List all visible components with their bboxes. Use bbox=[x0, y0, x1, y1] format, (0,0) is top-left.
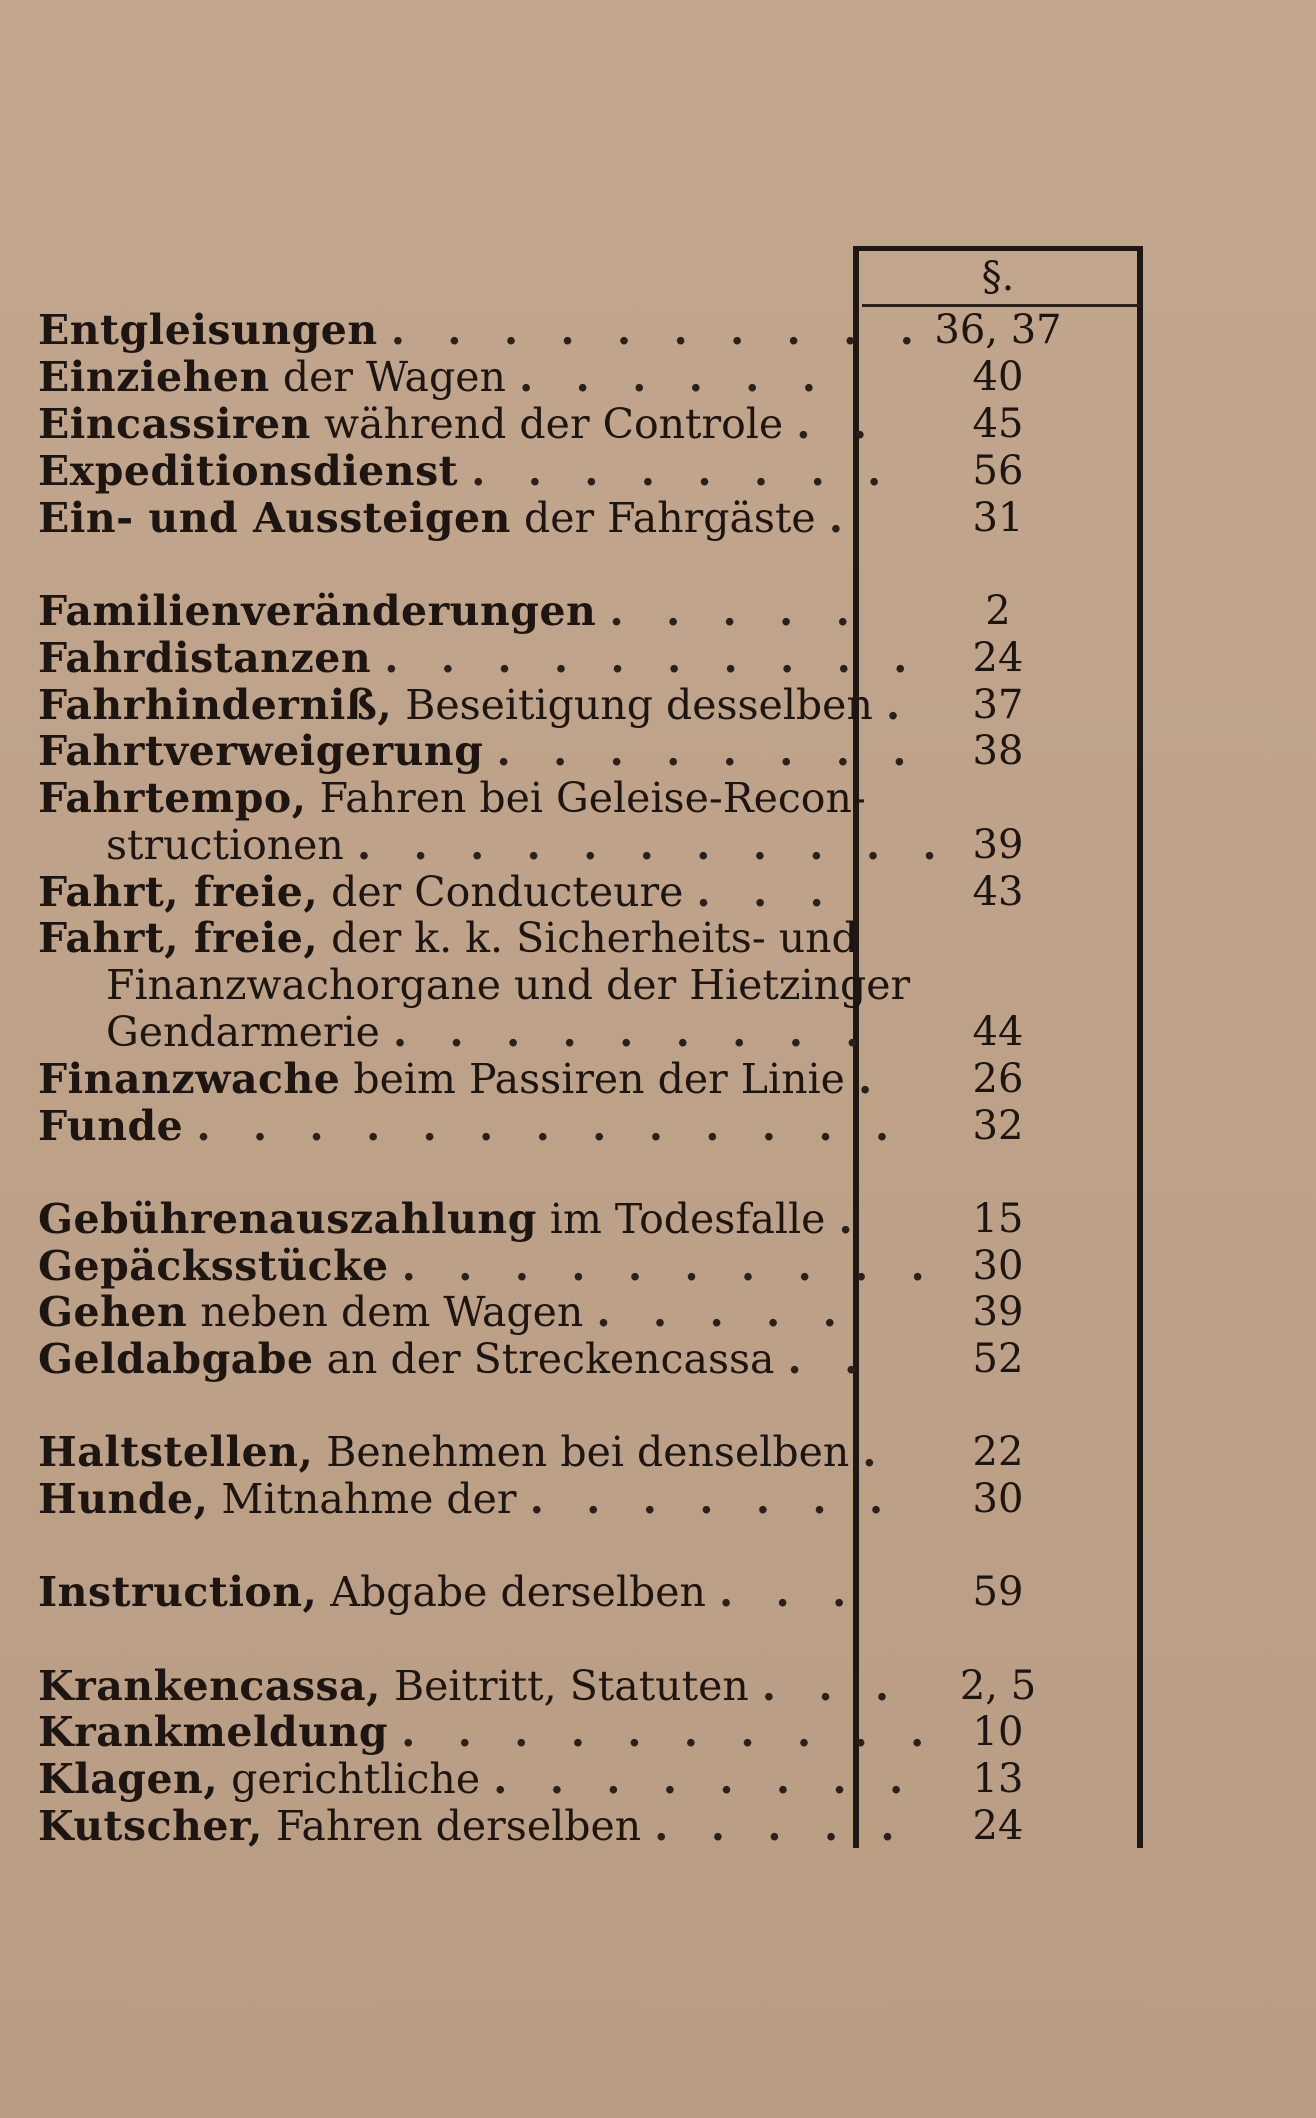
index-entry: Eincassiren während der Controle . . 45 bbox=[38, 401, 1278, 447]
section-ref: 39 bbox=[972, 1289, 1024, 1335]
section-ref: 2 bbox=[985, 588, 1011, 634]
index-entry: Klagen, gerichtliche . . . . . . . . 13 bbox=[38, 1756, 1278, 1802]
section-ref: 22 bbox=[972, 1429, 1024, 1475]
section-ref: 45 bbox=[972, 401, 1024, 447]
section-ref: 37 bbox=[972, 682, 1024, 728]
section-ref: 56 bbox=[972, 448, 1024, 494]
section-ref: 2, 5 bbox=[959, 1663, 1037, 1709]
index-entry: Fahrtverweigerung . . . . . . . . 38 bbox=[38, 728, 1278, 774]
index-entry: Fahrhinderniß, Beseitigung desselben . 37 bbox=[38, 682, 1278, 728]
index-entry: Entgleisungen . . . . . . . . . . 36, 37 bbox=[38, 307, 1278, 353]
index-entry: Fahrdistanzen . . . . . . . . . . 24 bbox=[38, 635, 1278, 681]
index-entry: Gebührenauszahlung im Todesfalle . 15 bbox=[38, 1196, 1278, 1242]
section-ref: 24 bbox=[972, 1803, 1024, 1849]
section-ref: 44 bbox=[972, 1009, 1024, 1055]
section-ref: 40 bbox=[972, 354, 1024, 400]
index-entry: Gehen neben dem Wagen . . . . . 39 bbox=[38, 1289, 1278, 1335]
index-entry: Expeditionsdienst . . . . . . . . 56 bbox=[38, 448, 1278, 494]
section-ref: 30 bbox=[972, 1476, 1024, 1522]
index-entry: Familienveränderungen . . . . . 2 bbox=[38, 588, 1278, 634]
index-entry: Gepäcksstücke . . . . . . . . . . 30 bbox=[38, 1243, 1278, 1289]
index-entry-continuation: structionen . . . . . . . . . . . 39 bbox=[38, 822, 1278, 868]
section-ref: 10 bbox=[972, 1709, 1024, 1755]
section-ref: 39 bbox=[972, 822, 1024, 868]
index-entry: Hunde, Mitnahme der . . . . . . . 30 bbox=[38, 1476, 1278, 1522]
index-entry: Kutscher, Fahren derselben . . . . . 24 bbox=[38, 1803, 1278, 1849]
section-ref: 36, 37 bbox=[934, 307, 1062, 353]
index-entry: Krankmeldung . . . . . . . . . . 10 bbox=[38, 1709, 1278, 1755]
section-ref: 26 bbox=[972, 1056, 1024, 1102]
section-ref: 31 bbox=[972, 495, 1024, 541]
section-column-header: §. bbox=[981, 254, 1015, 300]
index-entry-continuation: Gendarmerie . . . . . . . . . 44 bbox=[38, 1009, 1278, 1055]
section-ref bbox=[860, 915, 1136, 961]
index-entry-continuation: Finanzwachorgane und der Hietzinger bbox=[38, 962, 1278, 1008]
section-ref: 24 bbox=[972, 635, 1024, 681]
index-entry: Fahrt, freie, der Conducteure . . . 43 bbox=[38, 869, 1278, 915]
section-ref: 32 bbox=[972, 1103, 1024, 1149]
column-top-rule bbox=[853, 246, 1143, 251]
index-entry: Fahrt, freie, der k. k. Sicherheits- und bbox=[38, 915, 1278, 961]
index-entry: Einziehen der Wagen . . . . . . 40 bbox=[38, 354, 1278, 400]
section-ref: 43 bbox=[972, 869, 1024, 915]
section-ref: 59 bbox=[972, 1569, 1024, 1615]
index-entry: Ein- und Aussteigen der Fahrgäste . 31 bbox=[38, 495, 1278, 541]
section-ref bbox=[860, 962, 1136, 1008]
index-entry: Funde . . . . . . . . . . . . . 32 bbox=[38, 1103, 1278, 1149]
index-entry: Fahrtempo, Fahren bei Geleise-Recon- bbox=[38, 775, 1278, 821]
index-entry: Krankencassa, Beitritt, Statuten . . . 2, 5 bbox=[38, 1663, 1278, 1709]
section-ref: 30 bbox=[972, 1243, 1024, 1289]
section-ref: 52 bbox=[972, 1336, 1024, 1382]
section-ref: 38 bbox=[972, 728, 1024, 774]
index-entry: Finanzwache beim Passiren der Linie . 26 bbox=[38, 1056, 1278, 1102]
index-entry: Instruction, Abgabe derselben . . . 59 bbox=[38, 1569, 1278, 1615]
section-ref: 13 bbox=[972, 1756, 1024, 1802]
index-entry: Haltstellen, Benehmen bei denselben . 22 bbox=[38, 1429, 1278, 1475]
section-ref bbox=[860, 775, 1136, 821]
index-entry: Geldabgabe an der Streckencassa . . 52 bbox=[38, 1336, 1278, 1382]
section-ref: 15 bbox=[972, 1196, 1024, 1242]
